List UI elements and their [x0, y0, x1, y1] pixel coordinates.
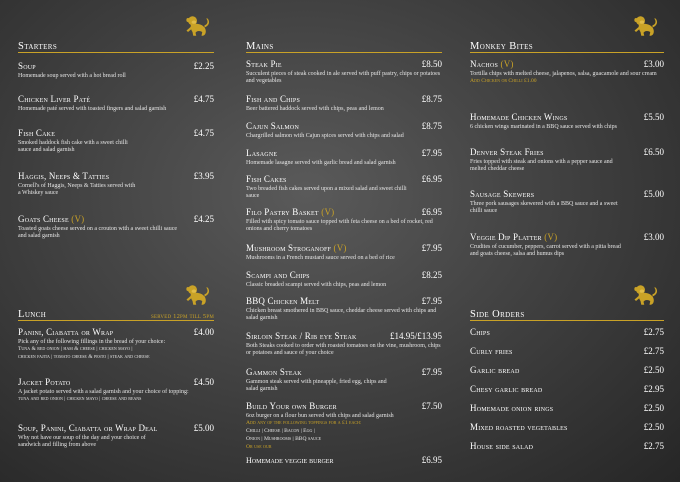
monkey-logo-icon — [630, 14, 660, 38]
item-desc: Succulent pieces of steak cooked in ale served with puff pastry, chips or potatoes and vegetables — [246, 70, 441, 85]
item-desc: Filled with spicy tomato sauce topped with feta cheese on a bed of rocket, red onions and cherry tomatoes — [246, 218, 433, 233]
menu-item — [470, 113, 664, 131]
item-name: Mixed roasted vegetables — [470, 422, 568, 432]
menu-item — [18, 95, 214, 113]
item-name: Sausage Skewers — [470, 189, 535, 199]
item-price: £5.00 — [193, 423, 214, 433]
item-price: £3.95 — [193, 171, 214, 181]
item-desc: Toasted goats cheese served on a crouton with a sweet chilli sauce and salad garnish — [18, 225, 178, 240]
item-name: Fish Cakes — [246, 174, 287, 184]
item-name: Fish and Chips — [246, 94, 300, 104]
menu-item — [18, 378, 214, 404]
item-extras-note: Add Chicken or Chilli £1.00 — [470, 78, 537, 85]
item-desc: Gammon steak served with pineapple, fried egg, chips and salad garnish — [246, 378, 387, 393]
item-price: £2.50 — [643, 403, 664, 413]
menu-item — [470, 404, 664, 414]
item-name: Steak Pie — [246, 59, 282, 69]
item-price: £6.95 — [421, 207, 442, 217]
item-desc: Chicken breast smothered in BBQ sauce, cheddar cheese served with chips and salad garnish — [246, 307, 437, 322]
menu-item — [18, 129, 214, 155]
item-desc: Mushrooms in a French mustard sauce served on a bed of rice — [246, 254, 395, 261]
item-desc: Beer battered haddock served with chips, peas and lemon — [246, 105, 384, 112]
item-name: Soup — [18, 61, 36, 71]
item-name: Panini, Ciabatta or Wrap — [18, 327, 114, 337]
item-price: £4.25 — [193, 214, 214, 224]
menu-item — [246, 60, 442, 86]
item-price: £4.00 — [193, 327, 214, 337]
item-price: £7.95 — [421, 243, 442, 253]
item-desc: Fries topped with steak and onions with a pepper sauce and melted cheddar cheese — [470, 158, 613, 173]
vegetarian-badge: (V) — [333, 243, 347, 253]
item-name: Lasagne — [246, 148, 278, 158]
section-title: Side Orders — [470, 308, 525, 320]
item-desc: Homemade soup served with a hot bread roll — [18, 72, 126, 79]
vegetarian-badge: (V) — [321, 207, 335, 217]
item-price: £2.25 — [193, 61, 214, 71]
menu-item — [246, 149, 442, 167]
item-desc: Homemade lasagne served with garlic bread and salad garnish — [246, 159, 396, 166]
item-name: Garlic bread — [470, 365, 520, 375]
item-price: £3.00 — [643, 232, 664, 242]
item-name: Homemade onion rings — [470, 403, 554, 413]
item-name: Scampi and Chips — [246, 270, 310, 280]
item-name: Soup, Panini, Ciabatta or Wrap Deal — [18, 423, 158, 433]
item-desc: Chargrilled salmon with Cajun spices served with chips and salad — [246, 132, 404, 139]
item-name: Filo Pastry Basket — [246, 207, 319, 217]
menu-item — [470, 423, 664, 433]
item-price: £7.50 — [421, 401, 442, 411]
item-name: Mushroom Stroganoff — [246, 243, 332, 253]
item-price: £2.50 — [643, 422, 664, 432]
menu-item — [18, 215, 214, 241]
item-name: Fish Cake — [18, 128, 56, 138]
item-name: Cajun Salmon — [246, 121, 299, 131]
menu-item — [246, 368, 442, 394]
section-title: Starters — [18, 40, 58, 52]
vegetarian-badge: (V) — [500, 59, 514, 69]
item-name: Homemade Chicken Wings — [470, 112, 568, 122]
menu-item — [470, 366, 664, 376]
item-desc: A jacket potato served with a salad garnish and your choice of topping: — [18, 388, 189, 395]
item-name: Build Your own Burger — [246, 401, 337, 411]
item-price: £5.50 — [643, 112, 664, 122]
menu-item — [246, 122, 442, 140]
item-price: £2.75 — [643, 441, 664, 451]
item-price: £6.95 — [421, 455, 442, 465]
menu-item — [246, 175, 442, 201]
item-name: Chicken Liver Paté — [18, 94, 91, 104]
item-name: Chips — [470, 327, 491, 337]
item-name: Nachos — [470, 59, 499, 69]
section-title: Mains — [246, 40, 274, 52]
menu-item — [246, 297, 442, 323]
item-price: £8.75 — [421, 94, 442, 104]
item-options: Chilli | Cheese | Bacon | Egg | — [246, 428, 315, 435]
item-desc: Cornell's of Haggis, Neeps & Tatties served with a Whiskey sauce — [18, 182, 136, 197]
menu-item — [470, 190, 664, 216]
item-price: £2.95 — [643, 384, 664, 394]
item-name: BBQ Chicken Melt — [246, 296, 320, 306]
item-options: Tuna & red onion | ham & cheese | chicken mayo | — [18, 346, 133, 353]
item-name: Homemade veggie burger — [246, 456, 334, 465]
item-options: tuna and red onion | chicken mayo | cheese and beans — [18, 396, 142, 403]
section-note: served 12pm till 5pm — [151, 312, 214, 320]
item-desc: Why not have our soup of the day and your choice of sandwich and filling from above — [18, 434, 146, 449]
item-price: £2.75 — [643, 346, 664, 356]
item-price: £8.50 — [421, 59, 442, 69]
menu-item — [246, 332, 442, 358]
item-price: £7.95 — [421, 367, 442, 377]
item-options: chicken fajita | tomato cheese & pesto | steak and cheese — [18, 354, 150, 361]
item-name: Goats Cheese — [18, 214, 69, 224]
menu-item — [470, 347, 664, 357]
item-price: £2.50 — [643, 365, 664, 375]
vegetarian-badge: (V) — [71, 214, 85, 224]
menu-item — [246, 244, 442, 262]
item-extras-note: Add any of the following toppings for a £1 each: — [246, 420, 362, 427]
menu-item — [246, 95, 442, 113]
item-price: £4.50 — [193, 377, 214, 387]
menu-item — [246, 456, 442, 466]
section-header-starters — [18, 40, 214, 53]
item-price: £14.95/£13.95 — [389, 331, 442, 341]
item-name: Jacket Potato — [18, 377, 71, 387]
section-header-side-orders — [470, 308, 664, 321]
section-header-lunch — [18, 308, 214, 321]
monkey-logo-icon — [630, 283, 660, 307]
section-title: Lunch — [18, 308, 47, 320]
item-name: Gammon Steak — [246, 367, 302, 377]
monkey-logo-icon — [182, 283, 212, 307]
menu-item — [470, 60, 664, 86]
item-desc: Tortilla chips with melted cheese, jalapenos, salsa, guacamole and sour cream — [470, 70, 657, 77]
menu-item — [246, 208, 442, 234]
section-header-monkey-bites — [470, 40, 664, 53]
item-name: Curly fries — [470, 346, 513, 356]
item-desc: Both Steaks cooked to order with roasted tomatoes on the vine, mushroom, chips or potatoes and sauce of your choice — [246, 342, 441, 357]
item-desc: Two breaded fish cakes served upon a mixed salad and sweet chilli sauce — [246, 185, 407, 200]
item-price: £4.75 — [193, 128, 214, 138]
item-price: £5.00 — [643, 189, 664, 199]
item-price: £4.75 — [193, 94, 214, 104]
item-name: Chesy garlic bread — [470, 384, 543, 394]
item-price: £8.25 — [421, 270, 442, 280]
item-price: £3.00 — [643, 59, 664, 69]
menu-item — [470, 442, 664, 452]
item-name: Sirloin Steak / Rib eye Steak — [246, 331, 357, 341]
vegetarian-badge: (V) — [544, 232, 558, 242]
item-price: £6.50 — [643, 147, 664, 157]
menu-item — [18, 172, 214, 198]
item-extras-note: Or use our — [246, 443, 272, 450]
item-options: Onion | Mushrooms | BBQ sauce — [246, 436, 322, 443]
menu-item — [470, 148, 664, 174]
section-header-mains — [246, 40, 442, 53]
monkey-logo-icon — [182, 14, 212, 38]
item-desc: Classic breaded scampi served with chips, peas and lemon — [246, 281, 387, 288]
item-desc: 6 chicken wings marinated in a BBQ sauce served with chips — [470, 123, 617, 130]
item-price: £6.95 — [421, 174, 442, 184]
item-name: House side salad — [470, 441, 534, 451]
menu-item — [470, 328, 664, 338]
item-desc: Homemade paté served with toasted fingers and salad garnish — [18, 105, 167, 112]
menu-item — [246, 402, 442, 452]
item-price: £7.95 — [421, 296, 442, 306]
item-price: £7.95 — [421, 148, 442, 158]
item-name: Denver Steak Fries — [470, 147, 544, 157]
menu-item — [18, 328, 214, 362]
item-desc: Crudites of cucumber, peppers, carrot served with a pitta bread and goats cheese, salsa and humus dips — [470, 243, 621, 258]
menu-item — [470, 385, 664, 395]
item-desc: Three pork sausages skewered with a BBQ sauce and a sweet chilli sauce — [470, 200, 618, 215]
item-desc: Pick any of the following fillings in the bread of your choice: — [18, 338, 166, 345]
menu-item — [470, 233, 664, 259]
item-name: Haggis, Neeps & Tatties — [18, 171, 110, 181]
item-desc: Smoked haddock fish cake with a sweet chilli sauce and salad garnish — [18, 139, 128, 154]
menu-item — [246, 271, 442, 289]
item-price: £8.75 — [421, 121, 442, 131]
item-price: £2.75 — [643, 327, 664, 337]
item-desc: 6oz burger on a flour bun served with chips and salad garnish — [246, 412, 394, 419]
section-title: Monkey Bites — [470, 40, 534, 52]
menu-item — [18, 424, 214, 450]
menu-item — [18, 62, 214, 80]
item-name: Veggie Dip Platter — [470, 232, 542, 242]
